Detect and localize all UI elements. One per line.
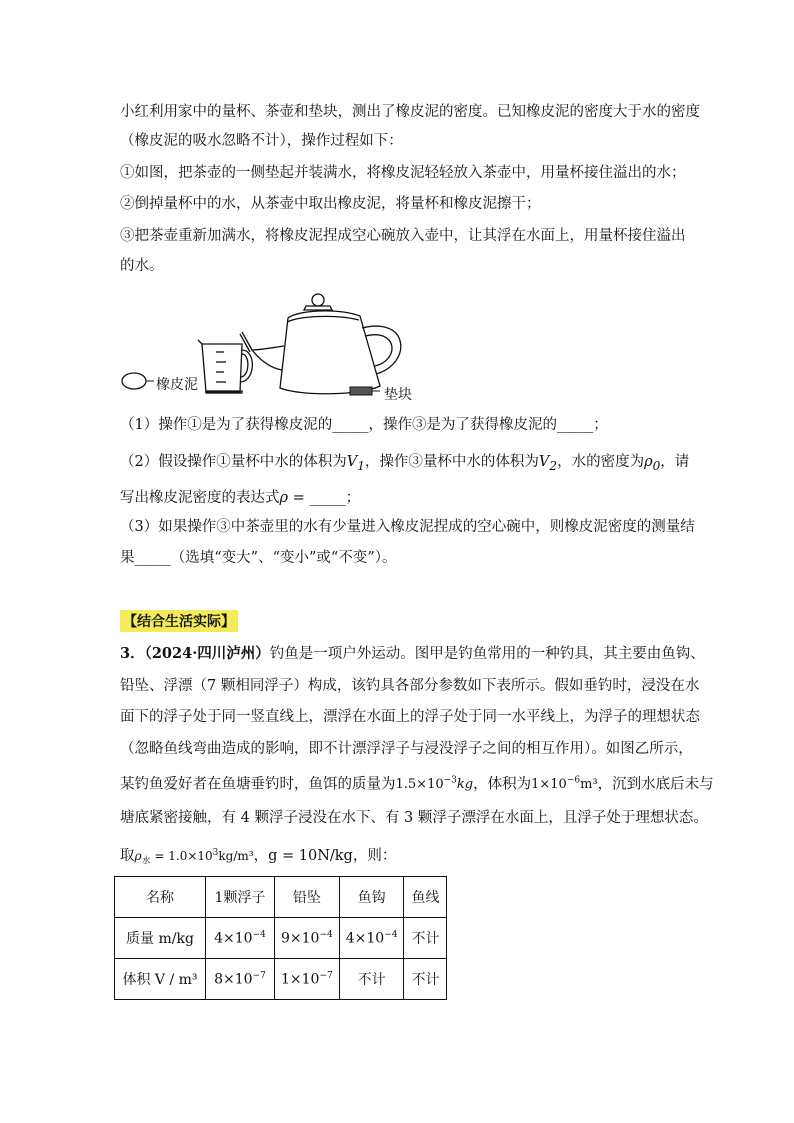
table-row-label: 体积 V / m³ [115, 959, 206, 1000]
table-header-row [115, 877, 447, 918]
block-icon [350, 387, 372, 395]
table-cell: $1\times 10^{-7}$ [275, 959, 340, 1000]
table-cell: 不计 [339, 959, 404, 1000]
q2-part-d: ，请 [660, 454, 690, 470]
q2-part-c: ，水的密度为 [557, 454, 645, 470]
section-tag: 【结合生活实际】 [120, 610, 238, 632]
p2-q2-line1 [120, 452, 689, 476]
block-label: 垫块 [384, 387, 412, 403]
rho-expression: ρ = [279, 490, 305, 506]
table-row [115, 959, 447, 1000]
table-cell: $8\times 10^{-7}$ [206, 959, 275, 1000]
p2-step-3b: 的水。 [120, 258, 164, 274]
table-row-label: 质量 m/kg [115, 918, 206, 959]
p2-q3-line2: 果_____（选填“变大”、“变小”或“不变”）。 [120, 550, 397, 566]
p2-step-2: ②倒掉量杯中的水，从茶壶中取出橡皮泥，将量杯和橡皮泥擦干； [120, 196, 541, 212]
table-cell: 不计 [404, 959, 447, 1000]
p3-line-5: 某钓鱼爱好者在鱼塘垂钓时，鱼饵的质量为$1.5\times 10^{-3}kg$，体积为$1\times 10^{-6}m^3$，沉到水底后未与 [120, 776, 714, 793]
v2-symbol: $V_2$ [538, 454, 558, 473]
p3-line-2: 铅坠、浮漂（7 颗相同浮子）构成，该钓具各部分参数如下表所示。假如垂钓时，浸没在水 [120, 678, 700, 694]
bait-mass: $1.5\times 10^{-3}kg$ [395, 776, 474, 793]
rho0-symbol: $\rho_0$ [644, 454, 661, 473]
table-header: 鱼线 [404, 877, 447, 918]
p2-intro-1: 小红利用家中的量杯、茶壶和垫块，测出了橡皮泥的密度。已知橡皮泥的密度大于水的密度 [120, 104, 700, 120]
parameter-table [114, 876, 447, 1000]
p3-line-3: 面下的浮子处于同一竖直线上，漂浮在水面上的浮子处于同一水平线上，为浮子的理想状态 [120, 709, 700, 725]
p2-step-3a: ③把茶壶重新加满水，将橡皮泥捏成空心碗放入壶中，让其浮在水面上，用量杯接住溢出 [120, 228, 686, 244]
table-cell: $4\times 10^{-4}$ [339, 918, 404, 959]
p2-q3-line1: （3）如果操作③中茶壶里的水有少量进入橡皮泥捏成的空心碗中，则橡皮泥密度的测量结 [120, 519, 695, 535]
p2-intro-2: （橡皮泥的吸水忽略不计），操作过程如下： [120, 133, 403, 149]
water-density: $\rho_水 = 1.0\times 10^3kg/m^3$ [134, 848, 254, 867]
table-header: 1颗浮子 [206, 877, 275, 918]
p3-line-4: （忽略鱼线弯曲造成的影响，即不计漂浮浮子与浸没浮子之间的相互作用）。如图乙所示， [120, 741, 693, 757]
q2-part-b: ，操作③量杯中水的体积为 [364, 454, 539, 470]
q2-part-a: （2）假设操作①量杯中水的体积为 [120, 454, 347, 470]
table-header: 鱼钩 [339, 877, 404, 918]
gravity-constant: ，g = 10N/kg，则： [253, 848, 397, 864]
p3-number: 3． [120, 645, 145, 662]
measuring-cup-icon [198, 340, 252, 393]
p3-line-6: 塘底紧密接触，有 4 颗浮子浸没在水下、有 3 颗浮子漂浮在水面上，且浮子处于理想状态。 [120, 810, 708, 826]
table-header: 名称 [115, 877, 206, 918]
table-row [115, 918, 447, 959]
clay-label: 橡皮泥 [156, 377, 198, 393]
bait-volume: $1\times 10^{-6}m^3$ [531, 776, 598, 793]
table-cell: $9\times 10^{-4}$ [275, 918, 340, 959]
table-cell: $4\times 10^{-4}$ [206, 918, 275, 959]
p2-step-1: ①如图，把茶壶的一侧垫起并装满水，将橡皮泥轻轻放入茶壶中，用量杯接住溢出的水； [120, 165, 686, 181]
teapot-icon [240, 294, 401, 394]
table-header: 铅坠 [275, 877, 340, 918]
p3-line-7: 取$\rho_水 = 1.0\times 10^3kg/m^3$，g = 10N/kg，则： [120, 848, 397, 867]
p3-source: （2024·四川泸州） [144, 645, 270, 662]
p3-line-1: 3．（2024·四川泸州）钓鱼是一项户外运动。图甲是钓鱼常用的一种钓具，其主要由鱼钩、 [120, 645, 705, 662]
p2-q1: （1）操作①是为了获得橡皮泥的_____，操作③是为了获得橡皮泥的_____； [120, 417, 608, 433]
p2-q2-line2: 写出橡皮泥密度的表达式ρ = _____； [120, 490, 361, 506]
clay-icon [122, 373, 146, 389]
v1-symbol: $V_1$ [346, 454, 365, 473]
table-cell: 不计 [404, 918, 447, 959]
